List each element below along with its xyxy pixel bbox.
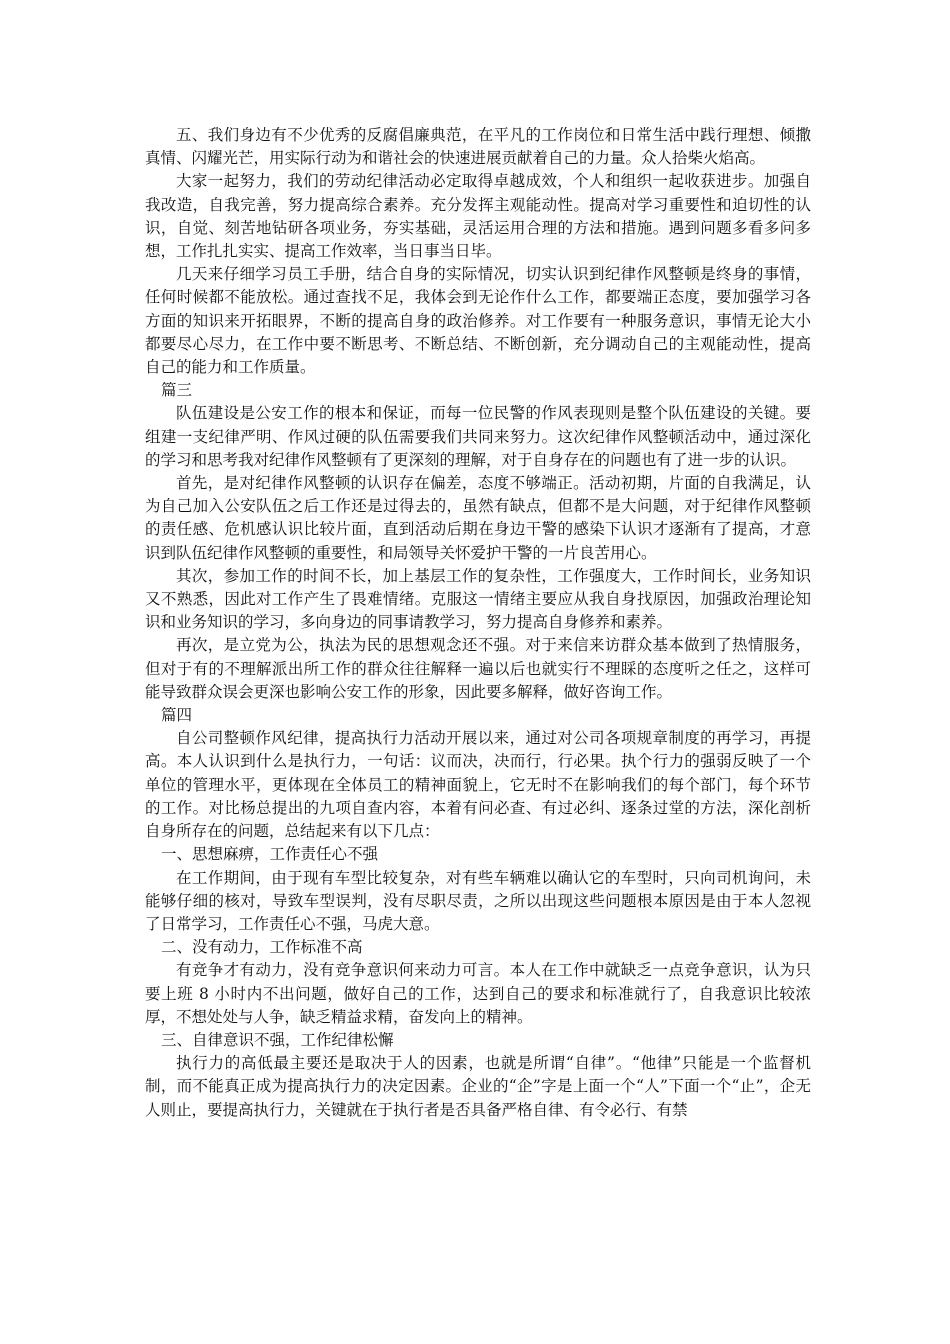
paragraph-11: 执行力的高低最主要还是取决于人的因素，也就是所谓“自律”。“他律”只能是一个监督机制，而不能真正成为提高执行力的决定因素。企业的“企”字是上面一个“人”下面一个“止”，企无人则止，要提高执行力，关键就在于执行者是否具备严格自律、有令必行、有禁 (145, 1054, 811, 1119)
paragraph-10: 有竞争才有动力，没有竞争意识何来动力可言。本人在工作中就缺乏一点竞争意识，认为只要上班 8 小时内不出问题，做好自己的工作，达到自己的要求和标准就行了，自我意识比较浓厚，不想处处与人争，缺乏精益求精，奋发向上的精神。 (145, 961, 811, 1026)
subheading-1: 一、思想麻痹，工作责任心不强 (161, 845, 379, 864)
paragraph-4: 队伍建设是公安工作的根本和保证，而每一位民警的作风表现则是整个队伍建设的关键。要组建一支纪律严明、作风过硬的队伍需要我们共同来努力。这次纪律作风整顿活动中，通过深化的学习和思考我对纪律作风整顿有了更深刻的理解，对于自身存在的问题也有了进一步的认识。 (145, 404, 811, 469)
paragraph-9: 在工作期间，由于现有车型比较复杂，对有些车辆难以确认它的车型时，只向司机询问，未能够仔细的核对，导致车型误判，没有尽职尽责，之所以出现这些问题根本原因是由于本人忽视了日常学习，工作责任心不强，马虎大意。 (145, 868, 811, 933)
paragraph-6: 其次，参加工作的时间不长，加上基层工作的复杂性，工作强度大，工作时间长，业务知识又不熟悉，因此对工作产生了畏难情绪。克服这一情绪主要应从我自身找原因，加强政治理论知识和业务知识的学习，多向身边的同事请教学习，努力提高自身修养和素养。 (145, 566, 811, 632)
subheading-2: 二、没有动力，工作标准不高 (161, 938, 363, 957)
subheading-3: 三、自律意识不强，工作纪律松懈 (161, 1030, 394, 1049)
paragraph-5: 首先，是对纪律作风整顿的认识存在偏差，态度不够端正。活动初期，片面的自我满足，认为自己加入公安队伍之后工作还是过得去的，虽然有缺点，但都不是大问题，对于纪律作风整顿的责任感、危机感认识比较片面，直到活动后期在身边干警的感染下认识才逐渐有了提高，才意识到队伍纪律作风整顿的重要性，和局领导关怀爱护干警的一片良苦用心。 (145, 474, 811, 562)
paragraph-2: 大家一起努力，我们的劳动纪律活动必定取得卓越成效，个人和组织一起收获进步。加强自我改造，自我完善，努力提高综合素养。充分发挥主观能动性。提高对学习重要性和迫切性的认识，自觉、刻苦地钻研各项业务，夯实基础，灵活运用合理的方法和措施。遇到问题多看多问多想，工作扎扎实实、提高工作效率，当日事当日毕。 (145, 172, 811, 261)
document-body (145, 124, 811, 1122)
paragraph-1: 五、我们身边有不少优秀的反腐倡廉典范，在平凡的工作岗位和日常生活中践行理想、倾撒真情、闪耀光芒，用实际行动为和谐社会的快速进展贡献着自己的力量。众人拾柴火焰高。 (145, 126, 811, 168)
paragraph-3: 几天来仔细学习员工手册，结合自身的实际情况，切实认识到纪律作风整顿是终身的事情，任何时候都不能放松。通过查找不足，我体会到无论作什么工作，都要端正态度，要加强学习各方面的知识来开拓眼界，不断的提高自身的政治修养。对工作要有一种服务意识，事情无论大小都要尽心尽力，在工作中要不断思考、不断总结、不断创新，充分调动自己的主观能动性，提高自己的能力和工作质量。 (145, 265, 811, 377)
section-heading-3: 篇三 (161, 381, 193, 400)
section-heading-4: 篇四 (161, 706, 193, 725)
paragraph-8: 自公司整顿作风纪律，提高执行力活动开展以来，通过对公司各项规章制度的再学习，再提高。本人认识到什么是执行力，一句话：议而决，决而行，行必果。执个行力的强弱反映了一个单位的管理水平，更体现在全体员工的精神面貌上，它无时不在影响我们的每个部门，每个环节的工作。对比杨总提出的九项自查内容，本着有问必查、有过必纠、逐条过堂的方法，深化剖析自身所存在的问题，总结起来有以下几点： (145, 729, 811, 841)
paragraph-7: 再次，是立党为公，执法为民的思想观念还不强。对于来信来访群众基本做到了热情服务，但对于有的不理解派出所工作的群众往往解释一遍以后也就实行不理睬的态度听之任之，这样可能导致群众误会更深也影响公安工作的形象，因此要多解释，做好咨询工作。 (145, 636, 811, 701)
